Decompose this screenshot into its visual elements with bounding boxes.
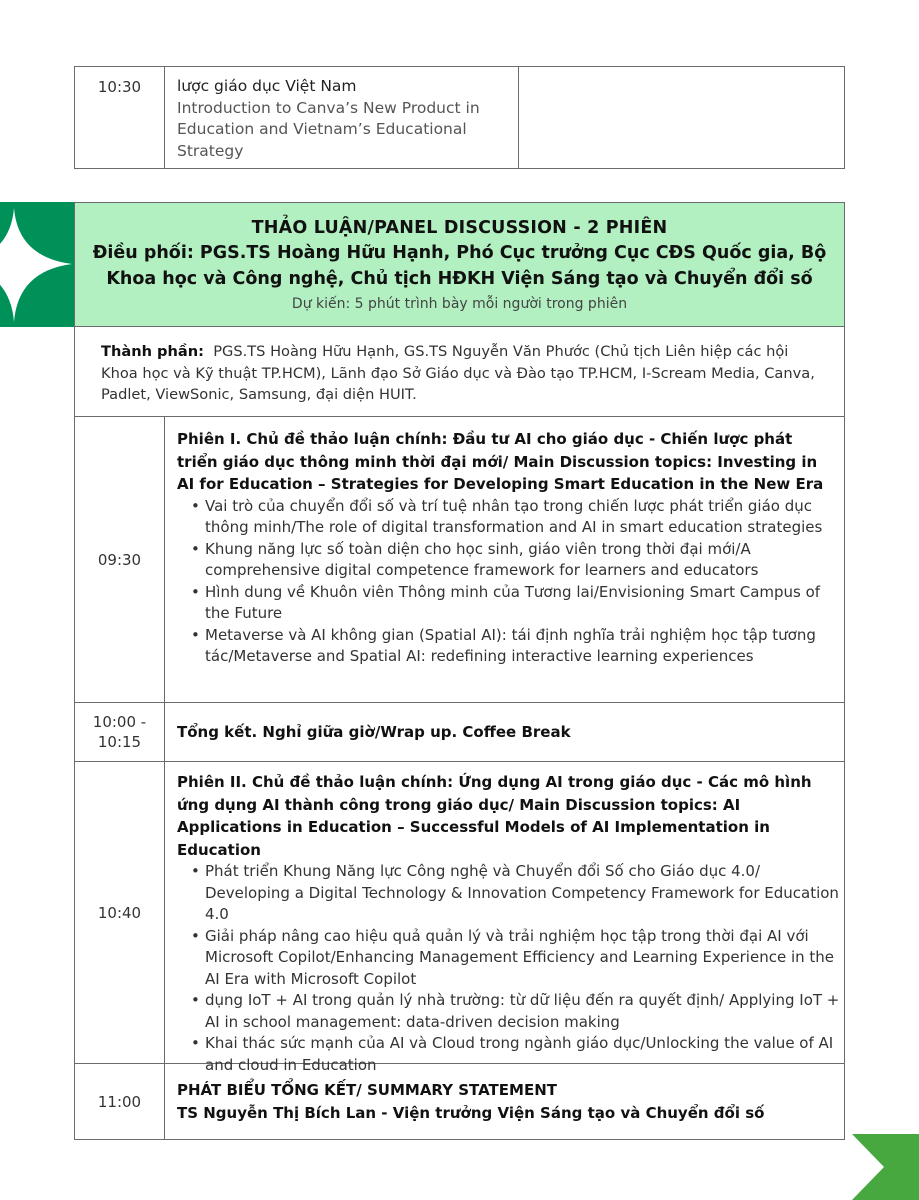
session-title: Tổng kết. Nghỉ giữa giờ/Wrap up. Coffee Break — [177, 722, 571, 741]
panel-note: Dự kiến: 5 phút trình bày mỗi người trong phiên — [291, 296, 628, 312]
panel-coordinator-line1: Điều phối: PGS.TS Hoàng Hữu Hạnh, Phó Cục trưởng Cục CĐS Quốc gia, Bộ — [92, 243, 827, 263]
session-title: Phiên II. Chủ đề thảo luận chính: Ứng dụng AI trong giáo dục - Các mô hình ứng dụng AI thành công trong giáo dục/ Main Discussion topics: AI Applications in Education – Successful Models of AI Implementation in Education — [177, 773, 812, 859]
content-cell — [165, 67, 519, 168]
time-cell: 11:00 — [75, 1064, 165, 1139]
list-item: • dụng IoT + AI trong quản lý nhà trường: từ dữ liệu đến ra quyết định/ Applying IoT + AI in school management: data-driven decision making — [191, 990, 842, 1033]
time-cell: 10:30 — [75, 67, 165, 168]
session-speaker: TS Nguyễn Thị Bích Lan - Viện trưởng Viện Sáng tạo và Chuyển đổi số — [177, 1103, 765, 1122]
item-title-en: Introduction to Canva’s New Product in Education and Vietnam’s Educational Strategy — [177, 98, 480, 160]
session-title: Phiên I. Chủ đề thảo luận chính: Đầu tư AI cho giáo dục - Chiến lược phát triển giáo dục thông minh thời đại mới/ Main Discussion topics: Investing in AI for Education – Strategies for Developing Smart Education in the New Era — [177, 430, 824, 493]
members-text: PGS.TS Hoàng Hữu Hạnh, GS.TS Nguyễn Văn Phước (Chủ tịch Liên hiệp các hội Khoa học và Kỹ thuật TP.HCM), Lãnh đạo Sở Giáo dục và Đào tạo TP.HCM, I-Scream Media, Canva, Padlet, ViewSonic, Samsung, đại diện HUIT. — [101, 343, 815, 403]
list-item: • Hình dung về Khuôn viên Thông minh của Tương lai/Envisioning Smart Campus of the Future — [191, 582, 836, 625]
panel-title: THẢO LUẬN/PANEL DISCUSSION - 2 PHIÊN — [251, 218, 668, 238]
content-cell — [165, 703, 844, 761]
list-item: • Giải pháp nâng cao hiệu quả quản lý và trải nghiệm học tập trong thời đại AI với Microsoft Copilot/Enhancing Management Efficiency and Learning Experience in the AI Era with Microsoft Copilot — [191, 926, 842, 991]
content-cell — [165, 417, 844, 702]
members-row — [75, 327, 844, 416]
list-item: • Vai trò của chuyển đổi số và trí tuệ nhân tạo trong chiến lược phát triển giáo dục thông minh/The role of digital transformation and AI in smart education strategies — [191, 496, 836, 539]
table-row — [75, 702, 844, 761]
panel-header — [74, 202, 845, 327]
item-title-vi: lược giáo dục Việt Nam — [177, 77, 357, 95]
agenda-table-top — [74, 66, 845, 169]
time-start: 10:00 - — [92, 713, 147, 731]
content-cell — [165, 762, 844, 1074]
members-cell — [75, 327, 844, 416]
list-item: • Khai thác sức mạnh của AI và Cloud trong ngành giáo dục/Unlocking the value of AI and cloud in Education — [191, 1033, 842, 1076]
agenda-table-panel — [74, 326, 845, 1140]
list-item: • Phát triển Khung Năng lực Công nghệ và Chuyển đổi Số cho Giáo dục 4.0/ Developing a Digital Technology & Innovation Competency Framework for Education 4.0 — [191, 861, 842, 926]
time-cell: 09:30 — [75, 417, 165, 702]
four-point-star-icon — [0, 202, 76, 327]
time-end: 10:15 — [97, 733, 142, 751]
chevron-right-icon — [852, 1134, 919, 1200]
table-row — [75, 416, 844, 702]
panel-coordinator-line2: Khoa học và Công nghệ, Chủ tịch HĐKH Viện Sáng tạo và Chuyển đổi số — [106, 269, 813, 289]
list-item: • Khung năng lực số toàn diện cho học sinh, giáo viên trong thời đại mới/A comprehensive digital competence framework for learners and educators — [191, 539, 836, 582]
topic-list — [177, 861, 842, 1076]
members-label: Thành phần: — [101, 343, 204, 360]
topic-list — [177, 496, 836, 668]
table-row — [75, 67, 844, 168]
speaker-cell — [519, 67, 844, 168]
time-cell: 10:40 — [75, 762, 165, 1063]
time-cell — [75, 703, 165, 761]
session-title: PHÁT BIỂU TỔNG KẾT/ SUMMARY STATEMENT — [177, 1081, 557, 1099]
decor-star-box — [0, 202, 76, 327]
list-item: • Metaverse và AI không gian (Spatial AI): tái định nghĩa trải nghiệm học tập tương tác/Metaverse and Spatial AI: redefining interactive learning experiences — [191, 625, 836, 668]
table-row — [75, 761, 844, 1074]
